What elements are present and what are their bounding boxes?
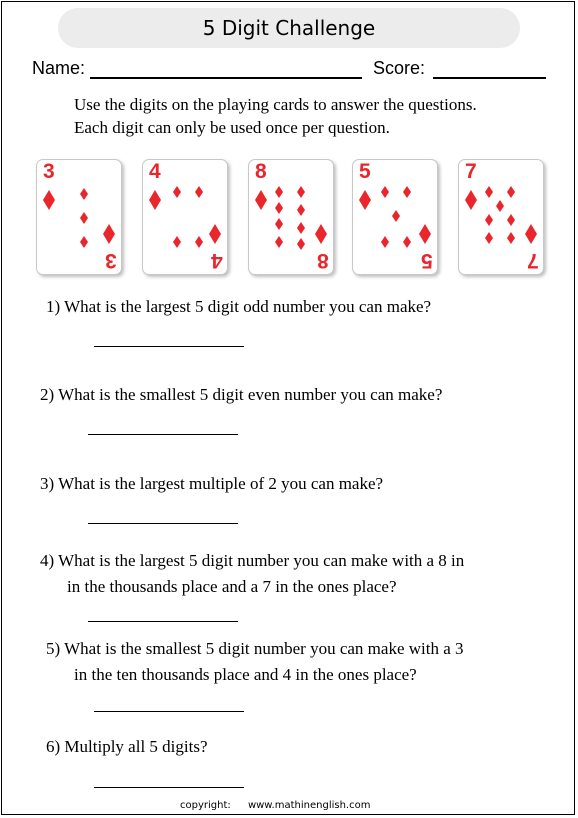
score-field[interactable] [433,77,546,79]
diamond-icon [297,186,305,198]
question-text: 1) What is the largest 5 digit odd number you can make? [46,297,432,316]
answer-line-6[interactable] [94,787,244,788]
diamond-icon [403,186,411,198]
worksheet-title [58,8,520,48]
playing-card-7 [458,159,544,275]
card-rank-inverted: 3 [105,249,117,272]
diamond-icon [80,188,88,200]
question-text-line-1: 4) What is the largest 5 digit number you can make with a 8 in [40,551,465,570]
answer-line-4[interactable] [88,621,238,622]
answer-line-5[interactable] [94,711,244,712]
question-3 [40,471,383,497]
question-2 [40,382,442,408]
diamond-icon [485,186,493,198]
diamond-icon [173,236,181,248]
diamond-icon [80,236,88,248]
question-text-line-2: in the thousands place and a 7 in the ones place? [67,577,397,596]
diamond-icon [381,236,389,248]
diamond-icon [209,224,221,244]
diamond-icon [315,224,327,244]
name-field[interactable] [90,77,362,79]
copyright-footer [180,800,370,811]
diamond-icon [149,190,161,210]
diamond-icon [496,200,504,212]
playing-card-8 [248,159,334,275]
diamond-icon [403,236,411,248]
card-rank-inverted: 5 [421,249,433,272]
question-text: 3) What is the largest multiple of 2 you can make? [40,474,384,493]
card-rank: 3 [43,160,55,183]
answer-line-1[interactable] [94,346,244,347]
question-5 [46,636,464,688]
question-text-line-2: in the ten thousands place and 4 in the ones place? [74,665,417,684]
website-link[interactable]: www.mathinenglish.com [247,800,371,811]
card-rank: 7 [465,160,477,183]
copyright-label: copyright: [180,800,231,811]
question-text: 2) What is the smallest 5 digit even number you can make? [40,385,443,404]
question-1 [46,294,431,320]
question-4 [40,548,464,600]
answer-line-3[interactable] [88,523,238,524]
diamond-icon [297,222,305,234]
diamond-icon [507,232,515,244]
diamond-icon [297,204,305,216]
diamond-icon [507,214,515,226]
diamond-icon [297,238,305,250]
diamond-icon [392,210,400,222]
diamond-icon [419,224,431,244]
card-rank-inverted: 8 [317,249,329,272]
diamond-icon [173,186,181,198]
diamond-icon [465,190,477,210]
diamond-icon [275,202,283,214]
diamond-icon [275,218,283,230]
card-rank: 4 [149,160,161,183]
question-text-line-1: 5) What is the smallest 5 digit number you can make with a 3 [46,639,464,658]
diamond-icon [507,186,515,198]
score-label: Score: [373,58,426,78]
card-rank: 5 [359,160,371,183]
diamond-icon [275,236,283,248]
card-rank-inverted: 7 [527,249,539,272]
diamond-icon [80,212,88,224]
answer-line-2[interactable] [88,434,238,435]
instruction-line-2: Each digit can only be used once per question. [74,118,390,137]
instructions [74,93,544,139]
name-score-row [32,58,552,82]
diamond-icon [359,190,371,210]
question-text: 6) Multiply all 5 digits? [46,737,208,756]
playing-card-5 [352,159,438,275]
title-text: 5 Digit Challenge [202,16,376,40]
card-rank-inverted: 4 [211,249,223,272]
diamond-icon [485,214,493,226]
diamond-icon [195,236,203,248]
question-6 [46,734,208,760]
diamond-icon [43,190,55,210]
diamond-icon [381,186,389,198]
diamond-icon [485,232,493,244]
name-label: Name: [32,58,86,78]
playing-card-4 [142,159,228,275]
diamond-icon [195,186,203,198]
card-rank: 8 [255,160,267,183]
diamond-icon [525,224,537,244]
instruction-line-1: Use the digits on the playing cards to answer the questions. [74,95,477,114]
diamond-icon [255,190,267,210]
playing-card-3 [36,159,122,275]
diamond-icon [103,224,115,244]
diamond-icon [275,186,283,198]
